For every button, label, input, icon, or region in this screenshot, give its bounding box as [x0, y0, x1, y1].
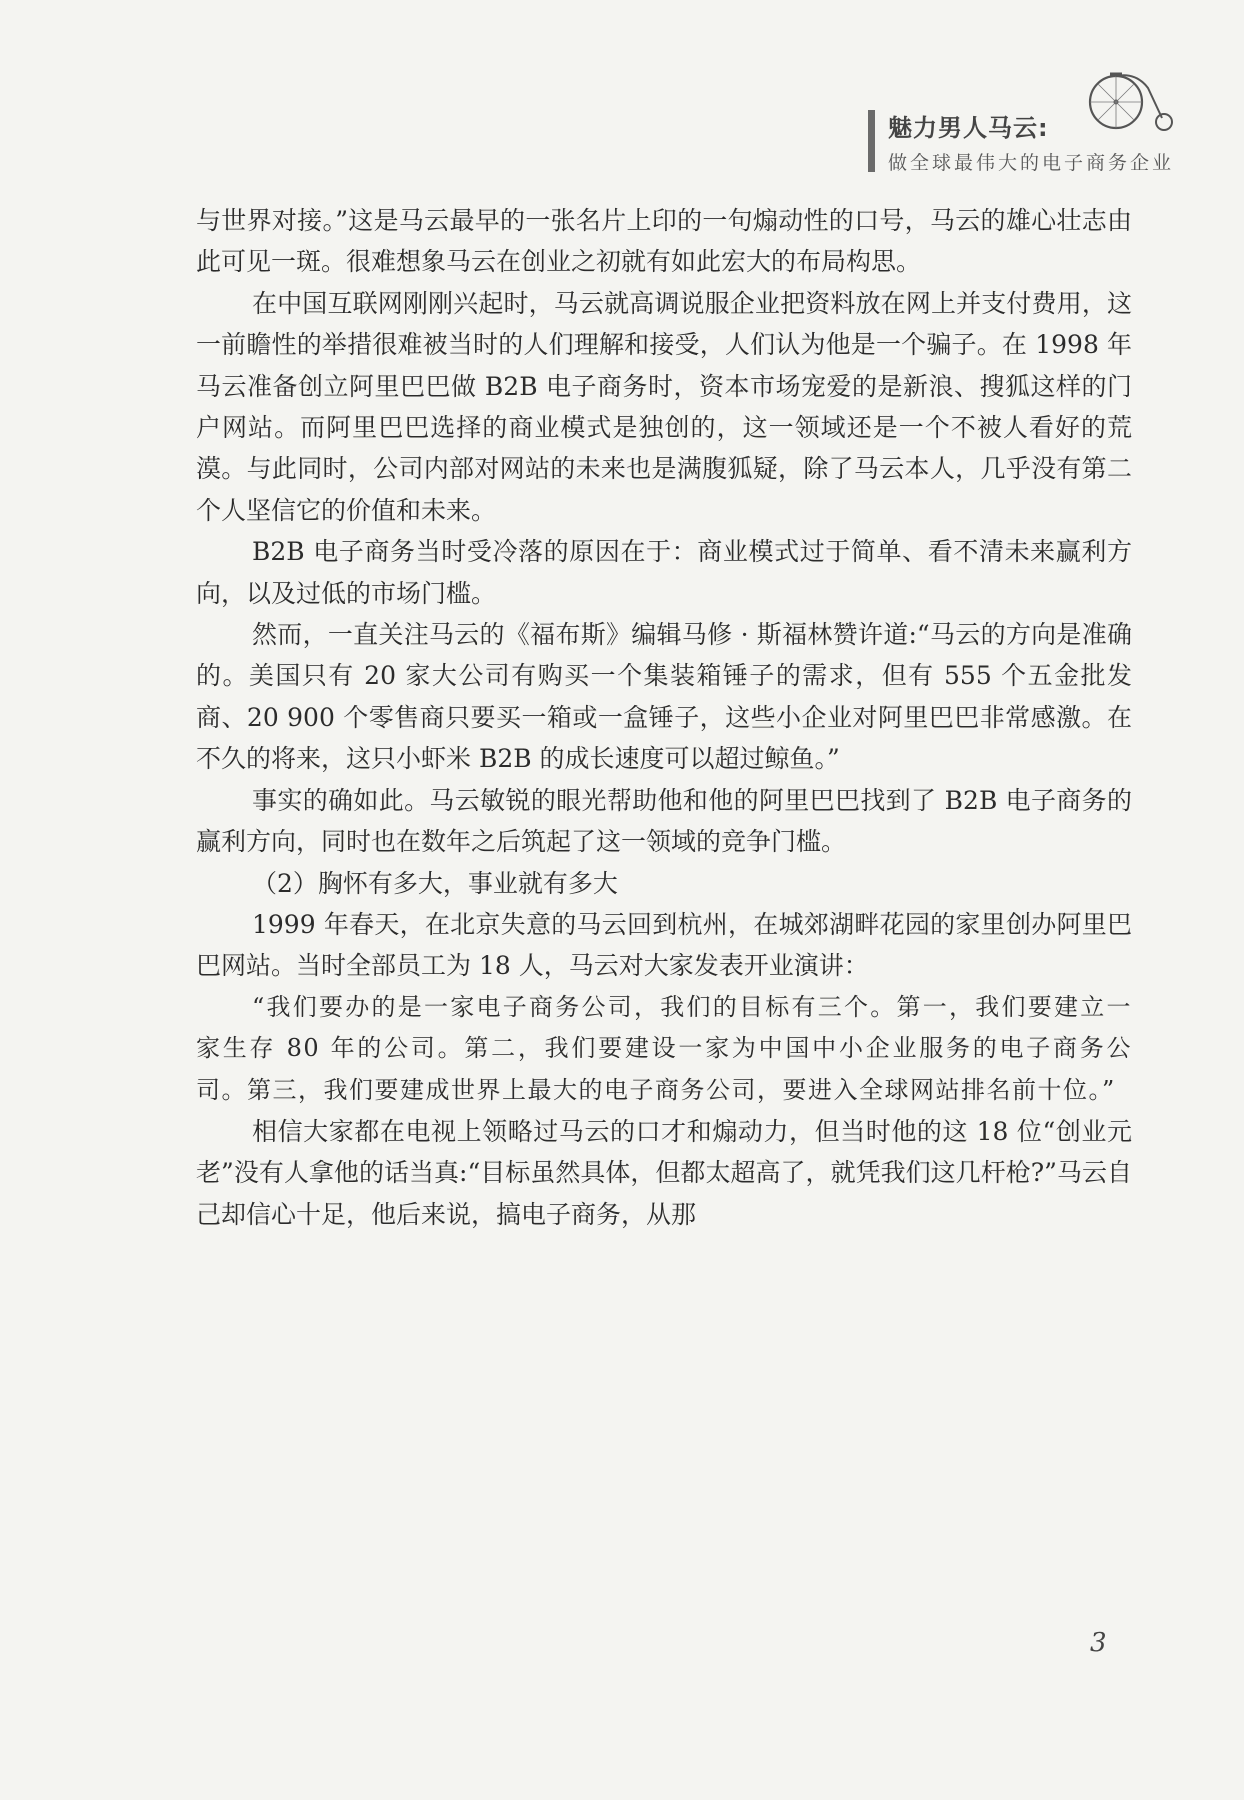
quote-paragraph: “我们要办的是一家电子商务公司，我们的目标有三个。第一，我们要建立一家生存 80 年的公司。第二，我们要建设一家为中国中小企业服务的电子商务公司。第三，我们要建成世界上最大的电子商务公司，要进入全球网站排名前十位。” [196, 992, 1132, 1104]
paragraph-2: 在中国互联网刚刚兴起时，马云就高调说服企业把资料放在网上并支付费用，这一前瞻性的举措很难被当时的人们理解和接受，人们认为他是一个骗子。在 1998 年马云准备创立阿里巴巴做 B2B 电子商务时，资本市场宠爱的是新浪、搜狐这样的门户网站。而阿里巴巴选择的商业模式是独创的，这一领域还是一个不被人看好的荒漠。与此同时，公司内部对网站的未来也是满腹狐疑，除了马云本人，几乎没有第二个人坚信它的价值和未来。 [196, 288, 1132, 525]
paragraph-5: 事实的确如此。马云敏锐的眼光帮助他和他的阿里巴巴找到了 B2B 电子商务的赢利方向，同时也在数年之后筑起了这一领域的竞争门槛。 [196, 785, 1132, 857]
paragraph-3: B2B 电子商务当时受冷落的原因在于：商业模式过于简单、看不清未来赢利方向，以及过低的市场门槛。 [196, 537, 1132, 608]
header-subtitle: 做全球最伟大的电子商务企业 [888, 152, 1175, 174]
header-bar [868, 110, 875, 172]
page-number: 3 [1090, 1628, 1107, 1658]
paragraph-7: 相信大家都在电视上领略过马云的口才和煽动力，但当时他的这 18 位“创业元老”没有人拿他的话当真:“目标虽然具体，但都太超高了，就凭我们这几杆枪?”马云自己却信心十足，他后来说，搞电子商务，从那 [196, 1116, 1132, 1229]
penny-farthing-bicycle-icon [1086, 66, 1176, 136]
paragraph-1: 与世界对接。”这是马云最早的一张名片上印的一句煽动性的口号，马云的雄心壮志由此可见一斑。很难想象马云在创业之初就有如此宏大的布局构思。 [196, 206, 1132, 277]
body-text [196, 200, 1132, 1235]
section-heading: （2）胸怀有多大，事业就有多大 [252, 868, 618, 898]
paragraph-4: 然而，一直关注马云的《福布斯》编辑马修 · 斯福林赞许道:“马云的方向是准确的。美国只有 20 家大公司有购买一个集装箱锤子的需求，但有 555 个五金批发商、20 900 个零售商只要买一箱或一盒锤子，这些小企业对阿里巴巴非常感激。在不久的将来，这只小虾米 B2B 的成长速度可以超过鲸鱼。” [196, 620, 1132, 774]
header-title: 魅力男人马云: [888, 114, 1049, 142]
paragraph-6: 1999 年春天，在北京失意的马云回到杭州，在城郊湖畔花园的家里创办阿里巴巴网站。当时全部员工为 18 人，马云对大家发表开业演讲： [196, 909, 1132, 981]
